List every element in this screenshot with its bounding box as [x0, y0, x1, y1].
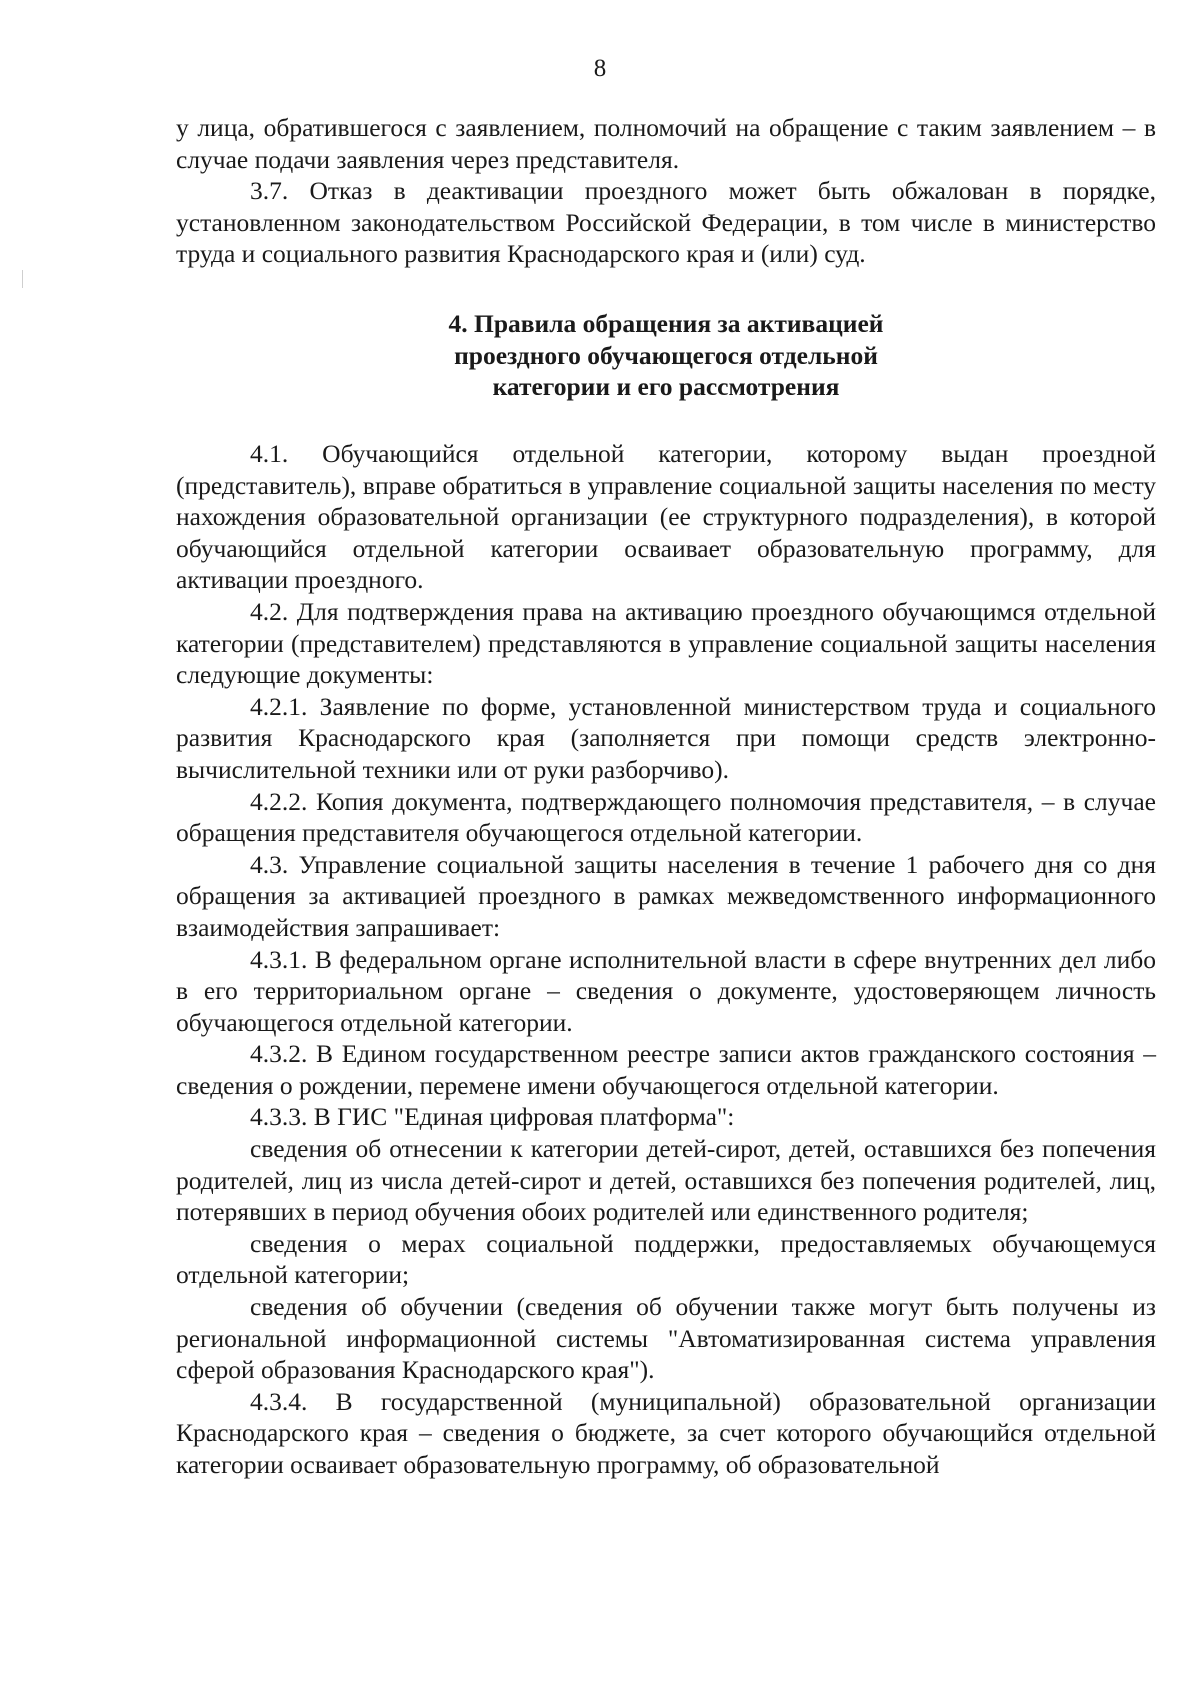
- section-4-heading-line-2: проездного обучающегося отдельной: [454, 340, 878, 370]
- paragraph-4-3: 4.3. Управление социальной защиты населения в течение 1 рабочего дня со дня обращения за активацией проездного в рамках межведомственного информационного взаимодействия запрашивает:: [176, 849, 1156, 942]
- paragraph-4-3-3: 4.3.3. В ГИС "Единая цифровая платформа":: [250, 1102, 735, 1132]
- scan-margin-mark: [22, 270, 23, 288]
- paragraph-4-3-3-item-2: сведения о мерах социальной поддержки, предоставляемых обучающемуся отдельной категории;: [176, 1228, 1156, 1290]
- section-4-heading-line-1: 4. Правила обращения за активацией: [448, 309, 884, 338]
- paragraph-4-3-2: 4.3.2. В Едином государственном реестре записи актов гражданского состояния – сведения о рождении, перемене имени обучающегося отдельной категории.: [176, 1039, 1156, 1100]
- paragraph-4-3-4: 4.3.4. В государственной (муниципальной) образовательной организации Краснодарского края – сведения о бюджете, за счет которого обучающийся отдельной категории осваивает образовательную программу, об образовательной: [176, 1386, 1156, 1479]
- paragraph-4-2: 4.2. Для подтверждения права на активацию проездного обучающимся отдельной категории (представителем) представляются в управление социальной защиты населения следующие документы:: [176, 596, 1156, 690]
- paragraph-4-3-3-item-1: сведения об отнесении к категории детей-сирот, детей, оставшихся без попечения родителей, лиц из числа детей-сирот и детей, оставшихся без попечения родителей, лиц, потерявших в период обучения обоих родителей или единственного родителя;: [176, 1134, 1156, 1227]
- paragraph-4-2-2: 4.2.2. Копия документа, подтверждающего полномочия представителя, – в случае обращения представителя обучающегося отдельной категории.: [176, 786, 1156, 848]
- top-text-block: [176, 112, 1156, 270]
- paragraph-4-3-1: 4.3.1. В федеральном органе исполнительной власти в сфере внутренних дел либо в его территориальном органе – сведения о документе, удостоверяющем личность обучающегося отдельной категории.: [176, 944, 1156, 1037]
- section-4-body: [176, 438, 1156, 1481]
- paragraph-continuation: у лица, обратившегося с заявлением, полномочий на обращение с таким заявлением – в случае подачи заявления через представителя.: [176, 113, 1156, 174]
- section-4-heading: [176, 308, 1156, 403]
- paragraph-4-1: 4.1. Обучающийся отдельной категории, которому выдан проездной (представитель), вправе обратиться в управление социальной защиты населения по месту нахождения образовательной организации (ее структурного подразделения), в которой обучающийся отдельной категории осваивает образовательную программу, для активации проездного.: [176, 439, 1156, 595]
- section-4-heading-line-3: категории и его рассмотрения: [492, 372, 840, 402]
- paragraph-3-7: 3.7. Отказ в деактивации проездного может быть обжалован в порядке, установленном законодательством Российской Федерации, в том числе в министерство труда и социального развития Краснодарского края и (или) суд.: [176, 176, 1156, 269]
- paragraph-4-3-3-item-3: сведения об обучении (сведения об обучении также могут быть получены из региональной информационной системы "Автоматизированная система управления сферой образования Краснодарского края").: [176, 1292, 1156, 1385]
- page-number: 8: [593, 55, 607, 82]
- paragraph-4-2-1: 4.2.1. Заявление по форме, установленной министерством труда и социального развития Краснодарского края (заполняется при помощи средств электронно-вычислительной техники или от руки разборчиво).: [176, 691, 1156, 784]
